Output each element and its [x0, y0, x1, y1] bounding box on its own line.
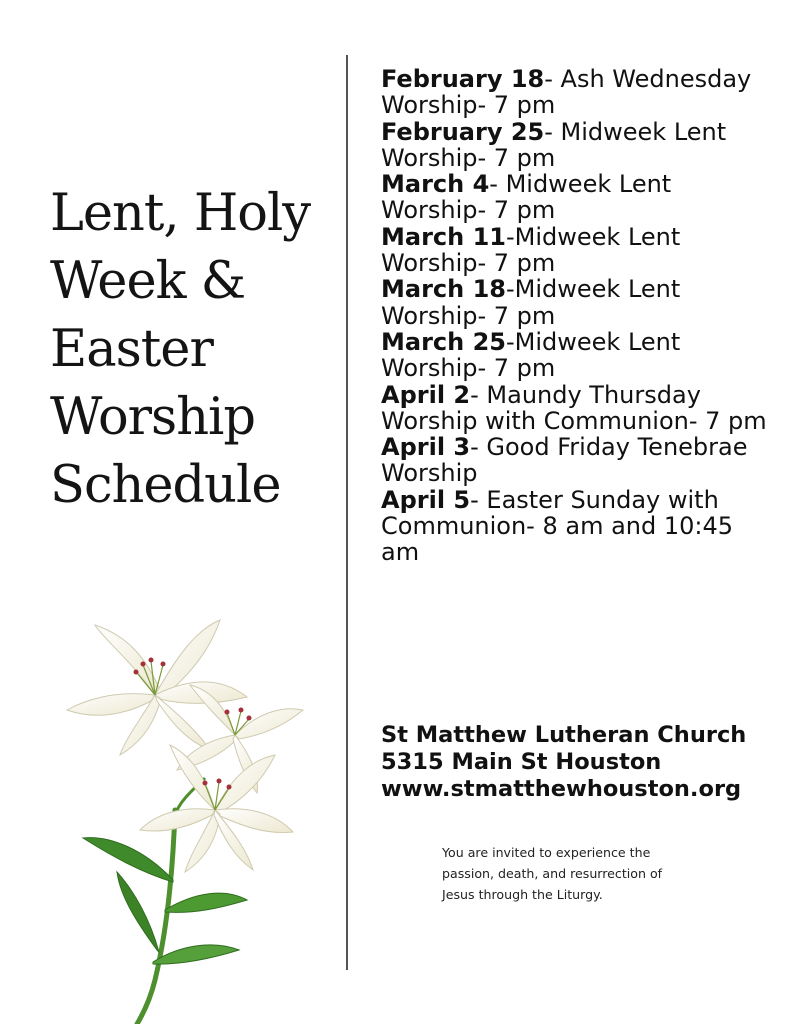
- vertical-divider: [346, 55, 348, 970]
- schedule-date: March 18: [381, 275, 506, 304]
- schedule-description: - Midweek Lent Worship- 7 pm: [381, 170, 672, 225]
- schedule-date: March 4: [381, 170, 490, 199]
- title-line: Worship: [50, 388, 256, 447]
- schedule-entry: [381, 329, 776, 382]
- title-line: Schedule: [50, 456, 281, 515]
- schedule-description: - Good Friday Tenebrae Worship: [381, 433, 748, 488]
- schedule-entry: [381, 276, 776, 329]
- title-line: Lent, Holy: [50, 184, 311, 243]
- lily-blossom: [140, 745, 293, 872]
- leaf: [83, 838, 173, 882]
- invitation-line: You are invited to experience the: [442, 845, 651, 860]
- schedule-entry: [381, 487, 776, 566]
- schedule-entry: [381, 434, 776, 487]
- page-title: [50, 180, 320, 520]
- schedule-description: - Ash Wednesday Worship- 7 pm: [381, 65, 752, 120]
- church-info: [381, 722, 781, 803]
- title-line: Week &: [50, 252, 246, 311]
- schedule-date: April 2: [381, 380, 471, 409]
- lily-blossom: [67, 620, 247, 755]
- schedule-entry: [381, 224, 776, 277]
- schedule-date: March 11: [381, 222, 506, 251]
- leaf: [165, 893, 247, 912]
- leaf: [117, 872, 159, 952]
- title-line: Easter: [50, 320, 213, 379]
- invitation-text: [442, 842, 702, 905]
- schedule-description: - Maundy Thursday Worship with Communion- 7 pm: [381, 380, 767, 435]
- leaf: [153, 945, 239, 964]
- schedule-description: - Midweek Lent Worship- 7 pm: [381, 117, 727, 172]
- schedule-description: -Midweek Lent Worship- 7 pm: [381, 327, 681, 383]
- schedule-date: April 3: [381, 433, 471, 462]
- schedule-date: February 18: [381, 65, 545, 93]
- schedule-description: -Midweek Lent Worship- 7 pm: [381, 275, 681, 330]
- schedule-entry: [381, 66, 776, 119]
- schedule-entry: [381, 119, 776, 172]
- church-name: St Matthew Lutheran Church: [381, 722, 747, 748]
- schedule-entry: [381, 171, 776, 224]
- invitation-line: Jesus through the Liturgy.: [442, 887, 603, 902]
- schedule-date: April 5: [381, 485, 471, 514]
- lily-illustration: [55, 610, 315, 1024]
- church-address: 5315 Main St Houston: [381, 749, 662, 775]
- schedule-entry: [381, 382, 776, 435]
- worship-schedule: [381, 66, 776, 566]
- church-website: www.stmatthewhouston.org: [381, 776, 742, 802]
- schedule-description: -Midweek Lent Worship- 7 pm: [381, 222, 681, 278]
- schedule-description: - Easter Sunday with Communion- 8 am and 10:45 am: [381, 485, 734, 567]
- schedule-date: March 25: [381, 327, 506, 356]
- invitation-line: passion, death, and resurrection of: [442, 866, 663, 881]
- schedule-date: February 25: [381, 117, 545, 146]
